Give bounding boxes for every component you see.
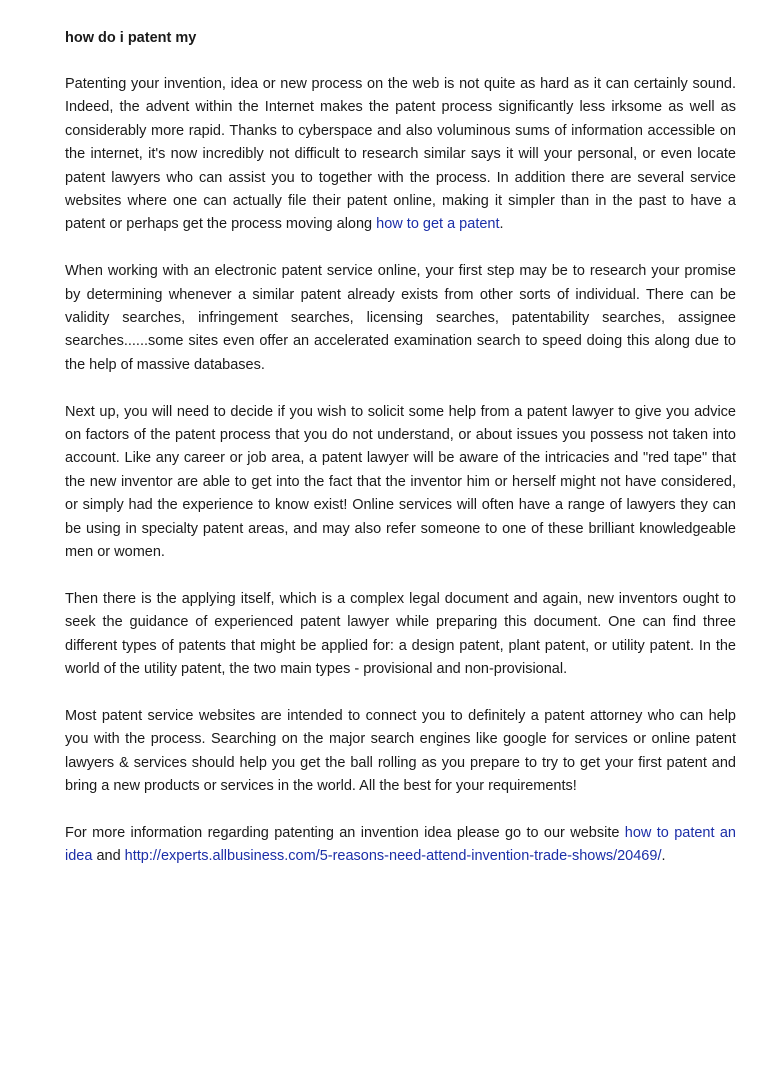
how-to-patent-an-idea-link[interactable]: how to patent an idea (65, 824, 736, 865)
paragraph-tail: . (499, 216, 504, 233)
paragraph-tail: . (661, 848, 666, 865)
paragraph-intro (65, 73, 736, 237)
document-page (65, 27, 736, 892)
document-title: how do i patent my (65, 30, 197, 46)
paragraph-text: For more information regarding patenting an invention idea please go to our website (65, 824, 625, 841)
paragraph-research: When working with an electronic patent service online, your first step may be to research your promise by determining whenever a similar patent already exists from other sorts of individual. There can be validity searches, infringement searches, licensing searches, patentability searches, assignee searches......some sites even offer an accelerated examination search to speed doing this along due to the help of massive databases. (65, 263, 736, 373)
paragraph-application: Then there is the applying itself, which is a complex legal document and again, new inventors ought to seek the guidance of experienced patent lawyer while preparing this document. One can find three different types of patents that might be applied for: a design patent, plant patent, or utility patent. In the world of the utility patent, the two main types - provisional and non-provisional. (65, 590, 736, 678)
paragraph-more-info (65, 822, 736, 869)
how-to-get-a-patent-link[interactable]: how to get a patent (376, 216, 500, 233)
allbusiness-article-link[interactable]: http://experts.allbusiness.com/5-reasons-need-attend-invention-trade-shows/20469/ (124, 848, 662, 865)
paragraph-text: Patenting your invention, idea or new process on the web is not quite as hard as it can certainly sound. Indeed, the advent within the Internet makes the patent process significantly less irksome as well as considerably more rapid. Thanks to cyberspace and also voluminous sums of information accessible on the internet, it's now incredibly not difficult to research similar says it will your personal, or even locate patent lawyers who can assist you to together with the process. In addition there are several service websites where one can actually file their patent online, making it simpler than in the past to have a patent or perhaps get the process moving along (65, 76, 736, 233)
paragraph-connector: and (92, 848, 125, 865)
paragraph-service-websites: Most patent service websites are intended to connect you to definitely a patent attorney who can help you with the process. Searching on the major search engines like google for services or online patent lawyers & services should help you get the ball rolling as you prepare to try to get your first patent and bring a new products or services in the world. All the best for your requirements! (65, 707, 736, 795)
paragraph-lawyer: Next up, you will need to decide if you wish to solicit some help from a patent lawyer to give you advice on factors of the patent process that you do not understand, or about issues you possess not taken into account. Like any career or job area, a patent lawyer will be aware of the intricacies and "red tape" that the new inventor are able to get into the fact that the inventor him or herself might not have considered, or simply had the experience to know exist! Online services will often have a range of lawyers they can be using in specialty patent areas, and may also refer someone to one of these brilliant knowledgeable men or women. (65, 403, 736, 561)
